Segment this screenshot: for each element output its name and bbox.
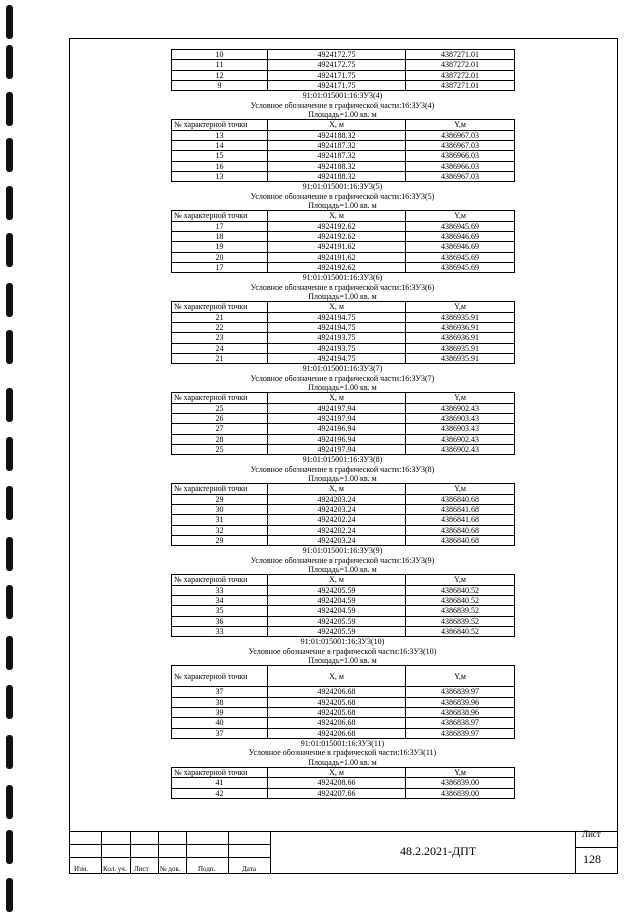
column-header-x: X, м bbox=[268, 484, 406, 494]
coordinates-table bbox=[171, 665, 515, 738]
table-row bbox=[172, 596, 515, 606]
y-coordinate-cell: 4386967.03 bbox=[406, 141, 515, 151]
column-header-y: Y,м bbox=[406, 768, 515, 778]
column-header-y: Y,м bbox=[406, 120, 515, 130]
table-header-row bbox=[172, 302, 515, 312]
point-number-cell: 20 bbox=[172, 252, 268, 262]
y-coordinate-cell: 4386967.03 bbox=[406, 171, 515, 181]
x-coordinate-cell: 4924205.68 bbox=[268, 708, 406, 718]
point-number-cell: 35 bbox=[172, 606, 268, 616]
y-coordinate-cell: 4386902.43 bbox=[406, 444, 515, 454]
table-row bbox=[172, 535, 515, 545]
table-row bbox=[172, 778, 515, 788]
x-coordinate-cell: 4924192.62 bbox=[268, 232, 406, 242]
x-coordinate-cell: 4924194.75 bbox=[268, 323, 406, 333]
parcel-area: Площадь=1.00 кв. м bbox=[308, 201, 377, 210]
y-coordinate-cell: 4386966.03 bbox=[406, 161, 515, 171]
y-coordinate-cell: 4386935.91 bbox=[406, 343, 515, 353]
table-row bbox=[172, 171, 515, 181]
table-row bbox=[172, 70, 515, 80]
x-coordinate-cell: 4924196.94 bbox=[268, 424, 406, 434]
parcel-graphic-label: Условное обозначение в графической части:16:ЗУ3(6) bbox=[250, 282, 435, 292]
sheet-number: 128 bbox=[583, 852, 601, 866]
coordinates-table bbox=[171, 574, 515, 637]
point-number-cell: 16 bbox=[172, 161, 268, 171]
x-coordinate-cell: 4924205.68 bbox=[268, 697, 406, 707]
x-coordinate-cell: 4924191.62 bbox=[268, 252, 406, 262]
table-row bbox=[172, 323, 515, 333]
y-coordinate-cell: 4386936.91 bbox=[406, 323, 515, 333]
point-number-cell: 26 bbox=[172, 414, 268, 424]
point-number-cell: 37 bbox=[172, 687, 268, 697]
table-row bbox=[172, 333, 515, 343]
y-coordinate-cell: 4386945.69 bbox=[406, 262, 515, 272]
parcel-graphic-label: Условное обозначение в графической части:16:ЗУ3(4) bbox=[250, 100, 435, 110]
table-row bbox=[172, 616, 515, 626]
x-coordinate-cell: 4924194.75 bbox=[268, 353, 406, 363]
coordinates-table bbox=[171, 483, 515, 546]
x-coordinate-cell: 4924193.75 bbox=[268, 343, 406, 353]
parcel-section bbox=[171, 182, 514, 273]
point-number-cell: 33 bbox=[172, 626, 268, 636]
point-number-cell: 17 bbox=[172, 262, 268, 272]
column-header-point-number: № характерной точки bbox=[172, 575, 268, 585]
parcel-area: Площадь=1.00 кв. м bbox=[308, 757, 377, 767]
point-number-cell: 17 bbox=[172, 221, 268, 231]
point-number-cell: 25 bbox=[172, 444, 268, 454]
stamp-caption-data: Дата bbox=[242, 865, 256, 873]
table-row bbox=[172, 434, 515, 444]
x-coordinate-cell: 4924171.75 bbox=[268, 70, 406, 80]
point-number-cell: 9 bbox=[172, 80, 268, 90]
point-number-cell: 15 bbox=[172, 151, 268, 161]
coordinates-table bbox=[171, 301, 515, 364]
table-row bbox=[172, 788, 515, 798]
coordinates-content bbox=[171, 49, 514, 799]
point-number-cell: 27 bbox=[172, 424, 268, 434]
column-header-point-number: № характерной точки bbox=[172, 666, 268, 687]
column-header-y: Y,м bbox=[406, 393, 515, 403]
point-number-cell: 14 bbox=[172, 141, 268, 151]
parcel-section bbox=[171, 455, 514, 546]
x-coordinate-cell: 4924205.59 bbox=[268, 626, 406, 636]
parcel-area: Площадь=1.00 кв. м bbox=[308, 383, 377, 392]
x-coordinate-cell: 4924172.75 bbox=[268, 60, 406, 70]
point-number-cell: 12 bbox=[172, 70, 268, 80]
point-number-cell: 29 bbox=[172, 535, 268, 545]
point-number-cell: 32 bbox=[172, 525, 268, 535]
x-coordinate-cell: 4924188.32 bbox=[268, 130, 406, 140]
point-number-cell: 23 bbox=[172, 333, 268, 343]
stamp-caption-n-dok: № док. bbox=[160, 865, 181, 873]
x-coordinate-cell: 4924204.59 bbox=[268, 606, 406, 616]
table-header-row bbox=[172, 393, 515, 403]
table-row bbox=[172, 80, 515, 90]
point-number-cell: 30 bbox=[172, 505, 268, 515]
table-row bbox=[172, 728, 515, 738]
table-row bbox=[172, 585, 515, 595]
column-header-x: X, м bbox=[268, 768, 406, 778]
coordinates-table bbox=[171, 767, 515, 799]
table-row bbox=[172, 505, 515, 515]
x-coordinate-cell: 4924205.59 bbox=[268, 585, 406, 595]
table-row bbox=[172, 687, 515, 697]
y-coordinate-cell: 4386838.96 bbox=[406, 708, 515, 718]
x-coordinate-cell: 4924194.75 bbox=[268, 312, 406, 322]
x-coordinate-cell: 4924192.62 bbox=[268, 221, 406, 231]
point-number-cell: 29 bbox=[172, 494, 268, 504]
x-coordinate-cell: 4924202.24 bbox=[268, 525, 406, 535]
x-coordinate-cell: 4924203.24 bbox=[268, 494, 406, 504]
point-number-cell: 21 bbox=[172, 353, 268, 363]
table-row bbox=[172, 242, 515, 252]
table-row bbox=[172, 414, 515, 424]
y-coordinate-cell: 4386839.97 bbox=[406, 687, 515, 697]
point-number-cell: 37 bbox=[172, 728, 268, 738]
table-header-row bbox=[172, 211, 515, 221]
y-coordinate-cell: 4386840.68 bbox=[406, 535, 515, 545]
y-coordinate-cell: 4386902.43 bbox=[406, 403, 515, 413]
point-number-cell: 18 bbox=[172, 232, 268, 242]
parcel-graphic-label: Условное обозначение в графической части:16:ЗУ3(7) bbox=[250, 373, 435, 383]
table-row bbox=[172, 232, 515, 242]
table-header-row bbox=[172, 768, 515, 778]
table-row bbox=[172, 353, 515, 363]
coordinates-table bbox=[171, 210, 515, 273]
table-row bbox=[172, 312, 515, 322]
y-coordinate-cell: 4387271.01 bbox=[406, 80, 515, 90]
stamp-caption-izm: Изм. bbox=[74, 865, 88, 873]
x-coordinate-cell: 4924204.59 bbox=[268, 596, 406, 606]
x-coordinate-cell: 4924197.94 bbox=[268, 414, 406, 424]
y-coordinate-cell: 4386902.43 bbox=[406, 434, 515, 444]
column-header-point-number: № характерной точки bbox=[172, 120, 268, 130]
parcel-cadastral-number: 91:01:015001:16:ЗУ3(6) bbox=[302, 273, 383, 283]
column-header-x: X, м bbox=[268, 666, 406, 687]
y-coordinate-cell: 4386935.91 bbox=[406, 312, 515, 322]
coordinates-table bbox=[171, 392, 515, 455]
table-row bbox=[172, 252, 515, 262]
table-row bbox=[172, 525, 515, 535]
x-coordinate-cell: 4924197.94 bbox=[268, 403, 406, 413]
y-coordinate-cell: 4387271.01 bbox=[406, 50, 515, 60]
parcel-section bbox=[171, 273, 514, 364]
point-number-cell: 10 bbox=[172, 50, 268, 60]
table-row bbox=[172, 141, 515, 151]
point-number-cell: 22 bbox=[172, 323, 268, 333]
parcel-section bbox=[171, 739, 514, 799]
y-coordinate-cell: 4386840.52 bbox=[406, 626, 515, 636]
binder-holes bbox=[6, 0, 16, 905]
stamp-caption-list: Лист bbox=[134, 865, 149, 873]
table-row bbox=[172, 50, 515, 60]
point-number-cell: 36 bbox=[172, 616, 268, 626]
parcel-graphic-label: Условное обозначение в графической части:16:ЗУ3(11) bbox=[248, 748, 437, 758]
table-row bbox=[172, 60, 515, 70]
parcel-cadastral-number: 91:01:015001:16:ЗУ3(9) bbox=[302, 546, 383, 556]
y-coordinate-cell: 4386840.68 bbox=[406, 525, 515, 535]
parcel-area: Площадь=1.00 кв. м bbox=[308, 565, 377, 574]
x-coordinate-cell: 4924206.68 bbox=[268, 728, 406, 738]
y-coordinate-cell: 4386945.69 bbox=[406, 252, 515, 262]
point-number-cell: 31 bbox=[172, 515, 268, 525]
parcel-graphic-label: Условное обозначение в графической части:16:ЗУ3(8) bbox=[250, 464, 435, 474]
table-row bbox=[172, 161, 515, 171]
point-number-cell: 21 bbox=[172, 312, 268, 322]
x-coordinate-cell: 4924188.32 bbox=[268, 161, 406, 171]
table-row bbox=[172, 343, 515, 353]
table-row bbox=[172, 130, 515, 140]
column-header-y: Y,м bbox=[406, 666, 515, 687]
parcel-cadastral-number: 91:01:015001:16:ЗУ3(4) bbox=[302, 91, 383, 101]
y-coordinate-cell: 4386966.03 bbox=[406, 151, 515, 161]
column-header-x: X, м bbox=[268, 575, 406, 585]
x-coordinate-cell: 4924192.62 bbox=[268, 262, 406, 272]
y-coordinate-cell: 4386839.96 bbox=[406, 697, 515, 707]
y-coordinate-cell: 4386935.91 bbox=[406, 353, 515, 363]
parcel-section bbox=[171, 637, 514, 739]
point-number-cell: 11 bbox=[172, 60, 268, 70]
column-header-x: X, м bbox=[268, 120, 406, 130]
y-coordinate-cell: 4386840.52 bbox=[406, 585, 515, 595]
x-coordinate-cell: 4924203.24 bbox=[268, 535, 406, 545]
point-number-cell: 40 bbox=[172, 718, 268, 728]
y-coordinate-cell: 4386936.91 bbox=[406, 333, 515, 343]
column-header-y: Y,м bbox=[406, 575, 515, 585]
table-row bbox=[172, 606, 515, 616]
x-coordinate-cell: 4924197.94 bbox=[268, 444, 406, 454]
x-coordinate-cell: 4924207.66 bbox=[268, 788, 406, 798]
table-row bbox=[172, 262, 515, 272]
y-coordinate-cell: 4386840.68 bbox=[406, 494, 515, 504]
y-coordinate-cell: 4386946.69 bbox=[406, 232, 515, 242]
parcel-area: Площадь=1.00 кв. м bbox=[308, 474, 377, 483]
table-row bbox=[172, 697, 515, 707]
coordinates-table bbox=[171, 119, 515, 182]
column-header-point-number: № характерной точки bbox=[172, 393, 268, 403]
parcel-section bbox=[171, 364, 514, 455]
x-coordinate-cell: 4924171.75 bbox=[268, 80, 406, 90]
table-row bbox=[172, 708, 515, 718]
y-coordinate-cell: 4387272.01 bbox=[406, 70, 515, 80]
point-number-cell: 13 bbox=[172, 171, 268, 181]
y-coordinate-cell: 4386903.43 bbox=[406, 424, 515, 434]
y-coordinate-cell: 4386839.00 bbox=[406, 778, 515, 788]
stamp-caption-kol-uch: Кол. уч. bbox=[103, 865, 127, 873]
column-header-point-number: № характерной точки bbox=[172, 484, 268, 494]
drawing-frame bbox=[69, 38, 618, 874]
point-number-cell: 25 bbox=[172, 403, 268, 413]
y-coordinate-cell: 4386945.69 bbox=[406, 221, 515, 231]
x-coordinate-cell: 4924187.32 bbox=[268, 141, 406, 151]
column-header-point-number: № характерной точки bbox=[172, 768, 268, 778]
y-coordinate-cell: 4387272.01 bbox=[406, 60, 515, 70]
point-number-cell: 28 bbox=[172, 434, 268, 444]
column-header-x: X, м bbox=[268, 211, 406, 221]
parcel-cadastral-number: 91:01:015001:16:ЗУ3(11) bbox=[300, 738, 385, 748]
column-header-point-number: № характерной точки bbox=[172, 302, 268, 312]
table-row bbox=[172, 718, 515, 728]
table-row bbox=[172, 494, 515, 504]
parcel-area: Площадь=1.00 кв. м bbox=[308, 656, 377, 665]
table-row bbox=[172, 444, 515, 454]
x-coordinate-cell: 4924172.75 bbox=[268, 50, 406, 60]
table-row bbox=[172, 403, 515, 413]
point-number-cell: 19 bbox=[172, 242, 268, 252]
y-coordinate-cell: 4386838.97 bbox=[406, 718, 515, 728]
parcel-cadastral-number: 91:01:015001:16:ЗУ3(5) bbox=[302, 182, 383, 192]
table-header-row bbox=[172, 575, 515, 585]
column-header-y: Y,м bbox=[406, 211, 515, 221]
y-coordinate-cell: 4386839.00 bbox=[406, 788, 515, 798]
x-coordinate-cell: 4924191.62 bbox=[268, 242, 406, 252]
x-coordinate-cell: 4924193.75 bbox=[268, 333, 406, 343]
x-coordinate-cell: 4924206.68 bbox=[268, 718, 406, 728]
parcel-cadastral-number: 91:01:015001:16:ЗУ3(8) bbox=[302, 455, 383, 465]
x-coordinate-cell: 4924187.32 bbox=[268, 151, 406, 161]
parcel-section bbox=[171, 546, 514, 637]
x-coordinate-cell: 4924202.24 bbox=[268, 515, 406, 525]
x-coordinate-cell: 4924196.94 bbox=[268, 434, 406, 444]
table-row bbox=[172, 221, 515, 231]
point-number-cell: 42 bbox=[172, 788, 268, 798]
parcel-area: Площадь=1.00 кв. м bbox=[308, 110, 377, 119]
column-header-y: Y,м bbox=[406, 302, 515, 312]
point-number-cell: 38 bbox=[172, 697, 268, 707]
x-coordinate-cell: 4924208.66 bbox=[268, 778, 406, 788]
parcel-cadastral-number: 91:01:015001:16:ЗУ3(7) bbox=[302, 364, 383, 374]
parcel-area: Площадь=1.00 кв. м bbox=[308, 292, 377, 301]
table-header-row bbox=[172, 120, 515, 130]
column-header-x: X, м bbox=[268, 393, 406, 403]
x-coordinate-cell: 4924206.68 bbox=[268, 687, 406, 697]
parcel-graphic-label: Условное обозначение в графической части:16:ЗУ3(10) bbox=[248, 646, 437, 656]
table-header-row bbox=[172, 666, 515, 687]
title-block bbox=[70, 831, 617, 873]
y-coordinate-cell: 4386946.69 bbox=[406, 242, 515, 252]
stamp-caption-podp: Подп. bbox=[198, 865, 216, 873]
table-header-row bbox=[172, 484, 515, 494]
table-row bbox=[172, 626, 515, 636]
sheet-label: Лист bbox=[582, 829, 601, 839]
point-number-cell: 33 bbox=[172, 585, 268, 595]
x-coordinate-cell: 4924205.59 bbox=[268, 616, 406, 626]
point-number-cell: 34 bbox=[172, 596, 268, 606]
point-number-cell: 41 bbox=[172, 778, 268, 788]
column-header-x: X, м bbox=[268, 302, 406, 312]
document-number: 48.2.2021-ДПТ bbox=[400, 844, 477, 858]
parcel-section bbox=[171, 91, 514, 182]
x-coordinate-cell: 4924188.32 bbox=[268, 171, 406, 181]
point-number-cell: 13 bbox=[172, 130, 268, 140]
table-row bbox=[172, 151, 515, 161]
column-header-y: Y,м bbox=[406, 484, 515, 494]
y-coordinate-cell: 4386839.97 bbox=[406, 728, 515, 738]
table-row bbox=[172, 515, 515, 525]
x-coordinate-cell: 4924203.24 bbox=[268, 505, 406, 515]
y-coordinate-cell: 4386839.52 bbox=[406, 606, 515, 616]
y-coordinate-cell: 4386839.52 bbox=[406, 616, 515, 626]
y-coordinate-cell: 4386841.68 bbox=[406, 515, 515, 525]
parcel-cadastral-number: 91:01:015001:16:ЗУ3(10) bbox=[300, 637, 385, 647]
point-number-cell: 39 bbox=[172, 708, 268, 718]
y-coordinate-cell: 4386840.52 bbox=[406, 596, 515, 606]
continued-coordinates-table bbox=[171, 49, 515, 91]
y-coordinate-cell: 4386967.03 bbox=[406, 130, 515, 140]
y-coordinate-cell: 4386841.68 bbox=[406, 505, 515, 515]
point-number-cell: 24 bbox=[172, 343, 268, 353]
parcel-graphic-label: Условное обозначение в графической части:16:ЗУ3(5) bbox=[250, 191, 435, 201]
table-row bbox=[172, 424, 515, 434]
column-header-point-number: № характерной точки bbox=[172, 211, 268, 221]
y-coordinate-cell: 4386903.43 bbox=[406, 414, 515, 424]
parcel-graphic-label: Условное обозначение в графической части:16:ЗУ3(9) bbox=[250, 555, 435, 565]
